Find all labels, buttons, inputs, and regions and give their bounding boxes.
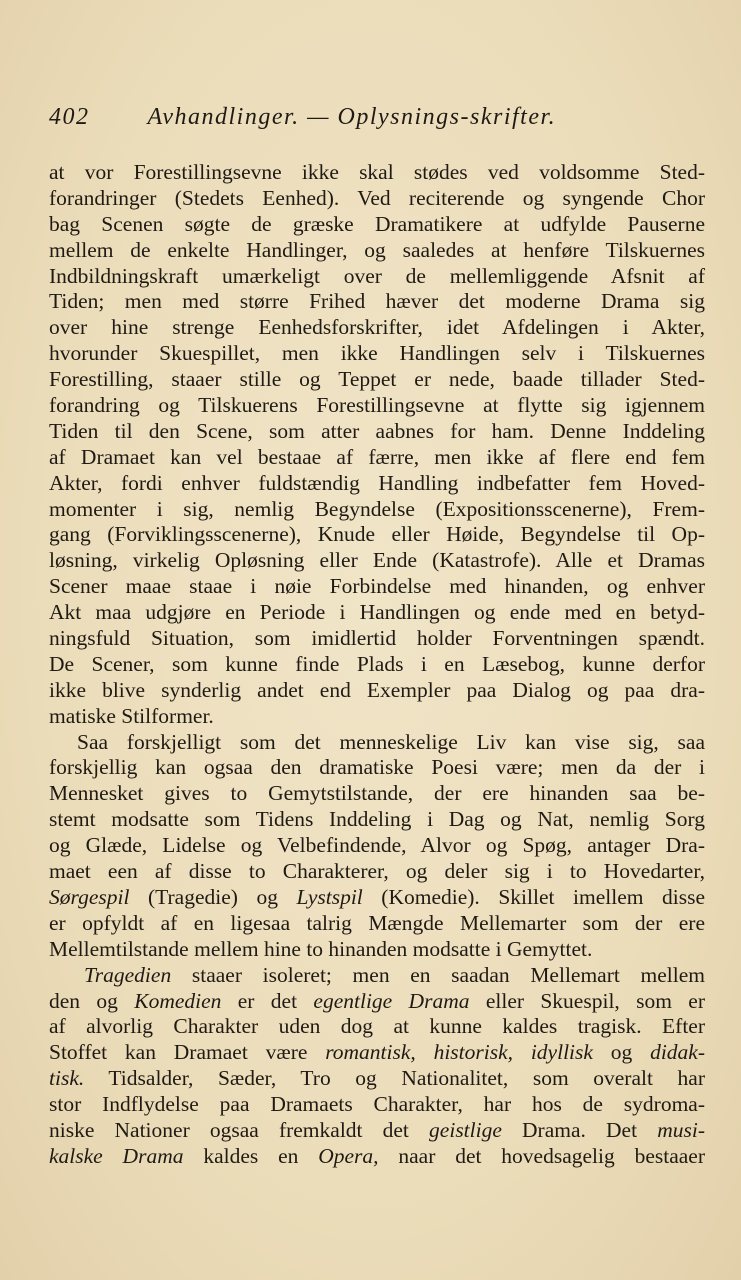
italic-term: kalske Drama — [49, 1143, 184, 1168]
text-line — [49, 704, 705, 730]
text-segment: eller Skuespil, som er — [469, 988, 706, 1013]
italic-term: Lystspil — [296, 884, 363, 909]
text-segment: ningsfuld Situation, som imidlertid holder Forventningen spændt. — [49, 626, 705, 651]
italic-term: didak- — [650, 1040, 705, 1065]
running-title: Avhandlinger. — Oplysnings-skrifter. — [147, 104, 557, 130]
text-segment: Mellemtilstande mellem hine to hinanden modsatte i Gemyttet. — [49, 936, 593, 961]
text-segment: (Komedie). Skillet imellem disse — [362, 884, 705, 909]
text-line — [49, 989, 705, 1015]
italic-term: egentlige Drama — [313, 988, 470, 1013]
text-segment: forskjellig kan ogsaa den dramatiske Poesi være; men da der i — [49, 755, 705, 780]
text-segment: maet een af disse to Charakterer, og deler sig i to Hovedarter, — [49, 859, 705, 884]
text-line — [49, 419, 705, 445]
text-segment: og Glæde, Lidelse og Velbefindende, Alvor og Spøg, antager Dra- — [49, 833, 705, 858]
italic-term: Opera, — [318, 1143, 379, 1168]
text-line — [49, 445, 705, 471]
text-line — [49, 911, 705, 937]
text-line — [49, 626, 705, 652]
text-segment: staaer isoleret; men en saadan Mellemart mellem — [171, 962, 705, 987]
text-line — [49, 755, 705, 781]
text-segment: Stoffet kan Dramaet være — [49, 1040, 326, 1065]
text-segment: matiske Stilformer. — [49, 703, 214, 728]
text-line — [49, 522, 705, 548]
text-segment: Saa forskjelligt som det menneskelige Liv kan vise sig, saa — [77, 729, 705, 754]
page-number: 402 — [49, 104, 90, 130]
text-line — [49, 600, 705, 626]
text-segment: forandring og Tilskuerens Forestillingsevne at flytte sig igjennem — [49, 393, 705, 418]
italic-term: musi- — [657, 1117, 705, 1142]
italic-term: geistlige — [429, 1117, 502, 1142]
text-line — [49, 963, 705, 989]
text-segment: er det — [221, 988, 314, 1013]
text-segment: stemt modsatte som Tidens Inddeling i Dag og Nat, nemlig Sorg — [49, 807, 705, 832]
text-segment: og — [592, 1040, 651, 1065]
text-line — [49, 341, 705, 367]
text-segment: Akt maa udgjøre en Periode i Handlingen og ende med en betyd- — [49, 600, 705, 625]
text-line — [49, 678, 705, 704]
text-line — [49, 238, 705, 264]
text-line — [49, 497, 705, 523]
text-segment: Scener maae staae i nøie Forbindelse med hinanden, og enhver — [49, 574, 705, 599]
italic-term: Komedien — [134, 988, 222, 1013]
text-line — [49, 264, 705, 290]
italic-term: Sørgespil — [49, 884, 130, 909]
text-segment: (Tragedie) og — [129, 884, 297, 909]
text-segment: mellem de enkelte Handlinger, og saaledes at henføre Tilskuernes — [49, 237, 705, 262]
text-segment: hvorunder Skuespillet, men ikke Handlingen selv i Tilskuernes — [49, 341, 705, 366]
text-segment: ikke blive synderlig andet end Exempler paa Dialog og paa dra- — [49, 677, 705, 702]
text-segment: De Scener, som kunne finde Plads i en Læsebog, kunne derfor — [49, 651, 705, 676]
text-segment: Tiden; men med større Frihed hæver det moderne Drama sig — [49, 289, 705, 314]
text-segment: kaldes en — [183, 1143, 319, 1168]
text-segment: Tiden til den Scene, som atter aabnes for ham. Denne Inddeling — [49, 418, 705, 443]
text-segment: niske Nationer ogsaa fremkaldt det — [49, 1117, 430, 1142]
text-segment: forandringer (Stedets Eenhed). Ved reciterende og syngende Chor — [49, 185, 705, 210]
text-line — [49, 652, 705, 678]
text-line — [49, 393, 705, 419]
text-line — [49, 315, 705, 341]
running-header — [49, 104, 689, 131]
text-line — [49, 471, 705, 497]
italic-term: romantisk, historisk, idyllisk — [325, 1040, 593, 1065]
text-segment: over hine strenge Eenhedsforskrifter, idet Afdelingen i Akter, — [49, 315, 705, 340]
text-segment: gang (Forviklingsscenerne), Knude eller Høide, Begyndelse til Op- — [49, 522, 705, 547]
text-segment: Drama. Det — [501, 1117, 658, 1142]
text-segment: Akter, fordi enhver fuldstændig Handling indbefatter fem Hoved- — [49, 470, 705, 495]
text-line — [49, 781, 705, 807]
text-segment: af Dramaet kan vel bestaae af færre, men ikke af flere end fem — [49, 444, 705, 469]
text-line — [49, 212, 705, 238]
text-segment: Mennesket gives to Gemytstilstande, der ere hinanden saa be- — [49, 781, 705, 806]
text-segment: er opfyldt af en ligesaa talrig Mængde Mellemarter som der ere — [49, 910, 705, 935]
text-segment: af alvorlig Charakter uden dog at kunne kaldes tragisk. Efter — [49, 1014, 705, 1039]
text-line — [49, 859, 705, 885]
text-line — [49, 1014, 705, 1040]
text-line — [49, 1118, 705, 1144]
text-segment: momenter i sig, nemlig Begyndelse (Expositionsscenerne), Frem- — [49, 496, 705, 521]
text-segment: at vor Forestillingsevne ikke skal stødes ved voldsomme Sted- — [49, 160, 705, 184]
text-segment: Tidsalder, Sæder, Tro og Nationalitet, som overalt har — [84, 1066, 705, 1091]
text-line — [49, 730, 705, 756]
text-line — [49, 1092, 705, 1118]
text-line — [49, 574, 705, 600]
text-segment: stor Indflydelse paa Dramaets Charakter, har hos de sydroma- — [49, 1092, 705, 1117]
body-text — [49, 160, 705, 1170]
text-line — [49, 289, 705, 315]
text-line — [49, 1040, 705, 1066]
text-segment: Indbildningskraft umærkeligt over de mellemliggende Afsnit af — [49, 263, 705, 288]
text-segment: Forestilling, staaer stille og Teppet er nede, baade tillader Sted- — [49, 367, 705, 392]
italic-term: Tragedien — [84, 962, 172, 987]
text-line — [49, 1144, 705, 1170]
text-line — [49, 186, 705, 212]
text-segment: den og — [49, 988, 135, 1013]
text-line — [49, 885, 705, 911]
text-line — [49, 1066, 705, 1092]
text-segment: naar det hovedsagelig bestaaer — [378, 1143, 706, 1168]
text-line — [49, 833, 705, 859]
text-line — [49, 160, 705, 186]
italic-term: tisk. — [49, 1066, 85, 1091]
text-line — [49, 548, 705, 574]
text-segment: løsning, virkelig Opløsning eller Ende (Katastrofe). Alle et Dramas — [49, 548, 705, 573]
text-line — [49, 807, 705, 833]
text-line — [49, 367, 705, 393]
text-line — [49, 937, 705, 963]
text-segment: bag Scenen søgte de græske Dramatikere at udfylde Pauserne — [49, 211, 705, 236]
